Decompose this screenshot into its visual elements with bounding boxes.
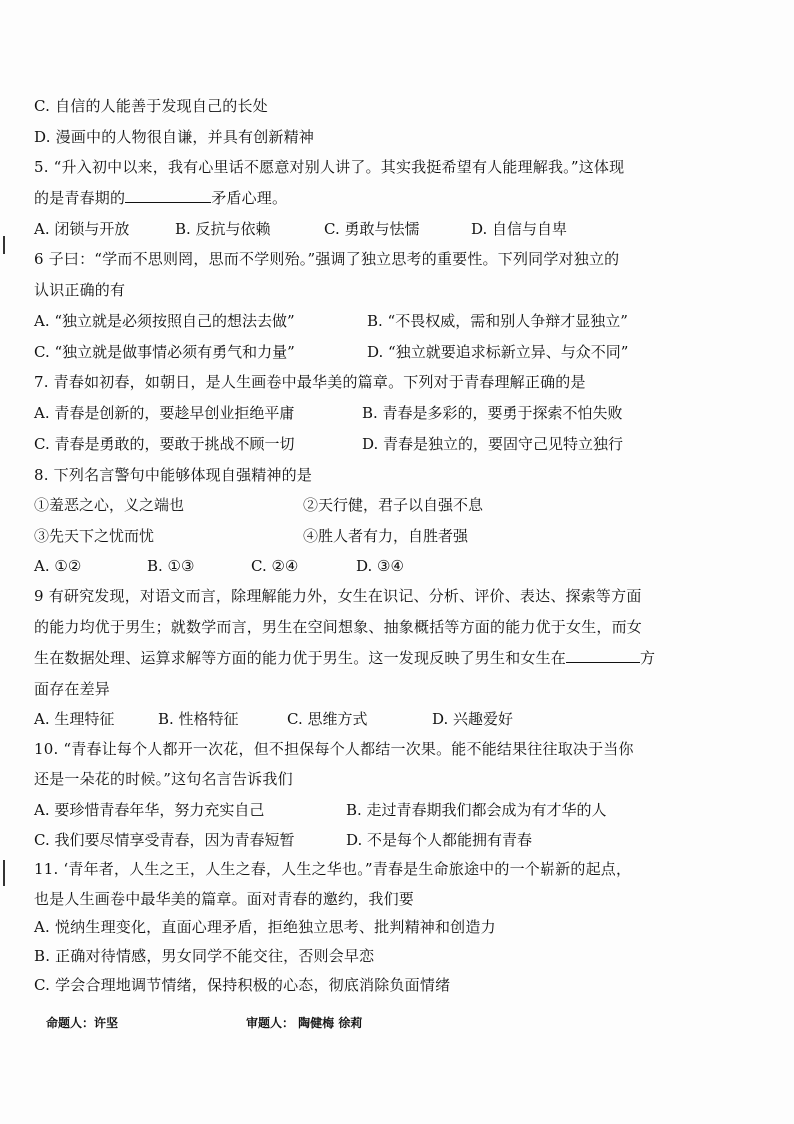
q6-option-d: D. “独立就要追求标新立异、与众不同”	[367, 343, 629, 361]
q9-option-b: B. 性格特征	[158, 710, 239, 728]
q9-stem-part2: 方	[640, 649, 656, 667]
q8-stem: 8. 下列名言警句中能够体现自强精神的是	[34, 466, 313, 484]
q8-item-4: ④胜人者有力，自胜者强	[303, 527, 469, 545]
q8-item-2: ②天行健，君子以自强不息	[303, 496, 484, 514]
left-margin-mark	[3, 860, 5, 886]
q8-option-b: B. ①③	[147, 557, 195, 575]
q7-option-c: C. 青春是勇敢的，要敢于挑战不顾一切	[34, 435, 295, 453]
q10-option-b: B. 走过青春期我们都会成为有才华的人	[346, 801, 607, 819]
footer-author: 命题人：许坚	[46, 1016, 119, 1030]
q8-item-3: ③先天下之忧而忧	[34, 527, 155, 545]
q10-stem: 10. “青春让每个人都开一次花，但不担保每个人都结一次果。能不能结果往往取决于当你	[34, 740, 634, 758]
q10-option-c: C. 我们要尽情享受青春，因为青春短暂	[34, 831, 295, 849]
q11-stem-cont: 也是人生画卷中最华美的篇章。面对青春的邀约，我们要	[34, 890, 415, 908]
q9-option-a: A. 生理特征	[34, 710, 115, 728]
footer-reviewer: 审题人： 陶健梅 徐莉	[246, 1016, 363, 1030]
q11-option-b: B. 正确对待情感，男女同学不能交往，否则会早恋	[34, 947, 375, 965]
q10-stem-cont: 还是一朵花的时候。”这句名言告诉我们	[34, 770, 293, 788]
q5-option-a: A. 闭锁与开放	[34, 220, 130, 238]
q9-stem-cont: 的能力均优于男生；就数学而言，男生在空间想象、抽象概括等方面的能力优于女生，而女	[34, 618, 643, 636]
q8-option-c: C. ②④	[251, 557, 299, 575]
q6-option-c: C. “独立就是做事情必须有勇气和力量”	[34, 343, 295, 361]
q5-answer-blank	[125, 188, 211, 203]
q5-stem-cont	[34, 188, 287, 208]
q5-stem-part2: 矛盾心理。	[211, 189, 288, 207]
q10-option-d: D. 不是每个人都能拥有青春	[346, 831, 533, 849]
q5-stem: 5. “升入初中以来，我有心里话不愿意对别人讲了。其实我挺希望有人能理解我。”这体现	[34, 158, 625, 176]
q7-option-d: D. 青春是独立的，要固守己见特立独行	[362, 435, 624, 453]
q9-answer-blank	[566, 648, 640, 663]
q6-stem: 6 子曰：“学而不思则罔，思而不学则殆。”强调了独立思考的重要性。下列同学对独立的	[34, 250, 620, 268]
q9-stem-part1: 生在数据处理、运算求解等方面的能力优于男生。这一发现反映了男生和女生在	[34, 649, 567, 667]
q4-option-c: C. 自信的人能善于发现自己的长处	[34, 97, 268, 115]
q10-option-a: A. 要珍惜青春年华，努力充实自己	[34, 801, 265, 819]
q5-option-c: C. 勇敢与怯懦	[324, 220, 420, 238]
q8-item-1: ①羞恶之心，义之端也	[34, 496, 185, 514]
q9-stem: 9 有研究发现，对语文而言，除理解能力外，女生在识记、分析、评价、表达、探索等方面	[34, 587, 642, 605]
q8-option-d: D. ③④	[356, 557, 404, 575]
q5-option-d: D. 自信与自卑	[471, 220, 568, 238]
q4-option-d: D. 漫画中的人物很自谦，并具有创新精神	[34, 128, 315, 146]
q9-stem-cont: 面存在差异	[34, 680, 111, 698]
q6-option-a: A. “独立就是必须按照自己的想法去做”	[34, 312, 295, 330]
q11-option-a: A. 悦纳生理变化，直面心理矛盾，拒绝独立思考、批判精神和创造力	[34, 918, 496, 936]
q9-option-d: D. 兴趣爱好	[432, 710, 514, 728]
q6-option-b: B. “不畏权威，需和别人争辩才显独立”	[367, 312, 628, 330]
q7-option-b: B. 青春是多彩的，要勇于探索不怕失败	[362, 404, 623, 422]
left-margin-mark	[3, 236, 5, 254]
q11-option-c: C. 学会合理地调节情绪，保持积极的心态，彻底消除负面情绪	[34, 976, 451, 994]
q8-option-a: A. ①②	[34, 557, 82, 575]
q7-option-a: A. 青春是创新的，要趁早创业拒绝平庸	[34, 404, 295, 422]
q9-stem-cont	[34, 648, 655, 668]
q9-option-c: C. 思维方式	[287, 710, 368, 728]
q11-stem: 11. ‘青年者，人生之王，人生之春，人生之华也。”青春是生命旅途中的一个崭新的起点，	[34, 860, 632, 878]
q7-stem: 7. 青春如初春，如朝日，是人生画卷中最华美的篇章。下列对于青春理解正确的是	[34, 373, 586, 391]
q5-stem-part1: 的是青春期的	[34, 189, 126, 207]
q6-stem-cont: 认识正确的有	[34, 281, 126, 299]
q5-option-b: B. 反抗与依赖	[175, 220, 271, 238]
